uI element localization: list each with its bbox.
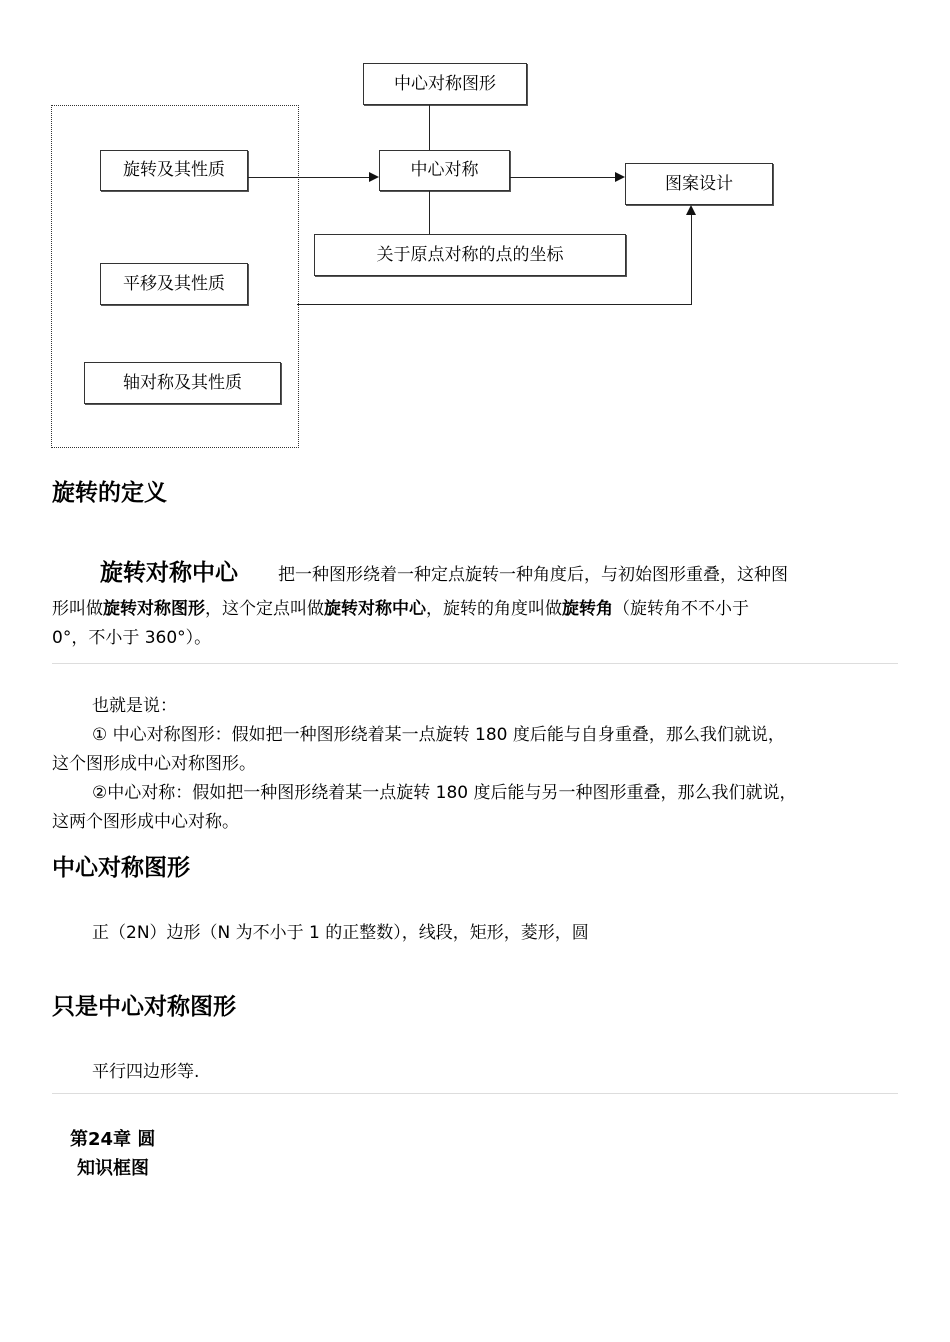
item-central-symmetry-line2: 这两个图形成中心对称。 [52,812,239,832]
term-rotation-center-inline: 旋转对称中心 [324,599,426,619]
rotation-definition-paragraph [52,556,902,652]
definition-text: ，旋转的角度叫做 [426,599,562,619]
definition-text: 形叫做 [52,599,103,619]
item-central-symmetry-line1: ②中心对称：假如把一种图形绕着某一点旋转 180 度后能与另一种图形重叠，那么我们就说， [92,783,797,803]
definition-line-1: 把一种图形绕着一种定点旋转一种角度后，与初始图形重叠，这种图 [278,565,788,585]
term-rotation-angle: 旋转角 [562,599,613,619]
node-central-symmetry: 中心对称 [379,150,510,191]
connector-central-to-pattern [510,177,616,178]
arrow-up-to-pattern-design [686,205,696,215]
node-central-symmetric-figure: 中心对称图形 [363,63,527,105]
node-origin-symmetric-coords: 关于原点对称的点的坐标 [314,234,626,276]
central-figures-list: 正（2N）边形（N 为不小于 1 的正整数），线段，矩形，菱形，圆 [92,923,589,943]
divider [52,1093,898,1094]
that-is-paragraph [52,692,902,837]
connector-bottom [429,191,430,234]
item-central-figure-line2: 这个图形成中心对称图形。 [52,754,256,774]
chapter-subtitle: 知识框图 [77,1158,149,1179]
divider [52,663,898,664]
connector-group-to-right [297,304,692,305]
definition-line-3: 0°，不小于 360°）。 [52,628,212,648]
chapter-title: 第24章 圆 [70,1129,156,1150]
node-axis-symmetry-properties: 轴对称及其性质 [84,362,281,404]
term-rotation-center: 旋转对称中心 [100,560,238,586]
only-central-list: 平行四边形等. [92,1062,200,1082]
heading-only-central-symmetric: 只是中心对称图形 [52,994,236,1020]
node-translation-properties: 平移及其性质 [100,263,248,305]
heading-rotation-definition: 旋转的定义 [52,480,167,506]
arrow-to-pattern-design [615,172,625,182]
definition-text: ，这个定点叫做 [205,599,324,619]
connector-top [429,105,430,150]
arrow-to-central-symmetry [369,172,379,182]
term-rotation-figure: 旋转对称图形 [103,599,205,619]
connector-rotation-to-central [248,177,370,178]
node-pattern-design: 图案设计 [625,163,773,205]
heading-central-symmetric-figures: 中心对称图形 [52,855,190,881]
that-is-intro: 也就是说： [92,696,177,716]
definition-text: （旋转角不不小于 [613,599,749,619]
connector-up-to-pattern [691,215,692,305]
item-central-figure-line1: ① 中心对称图形：假如把一种图形绕着某一点旋转 180 度后能与自身重叠，那么我们就说， [92,725,785,745]
node-rotation-properties: 旋转及其性质 [100,150,248,191]
